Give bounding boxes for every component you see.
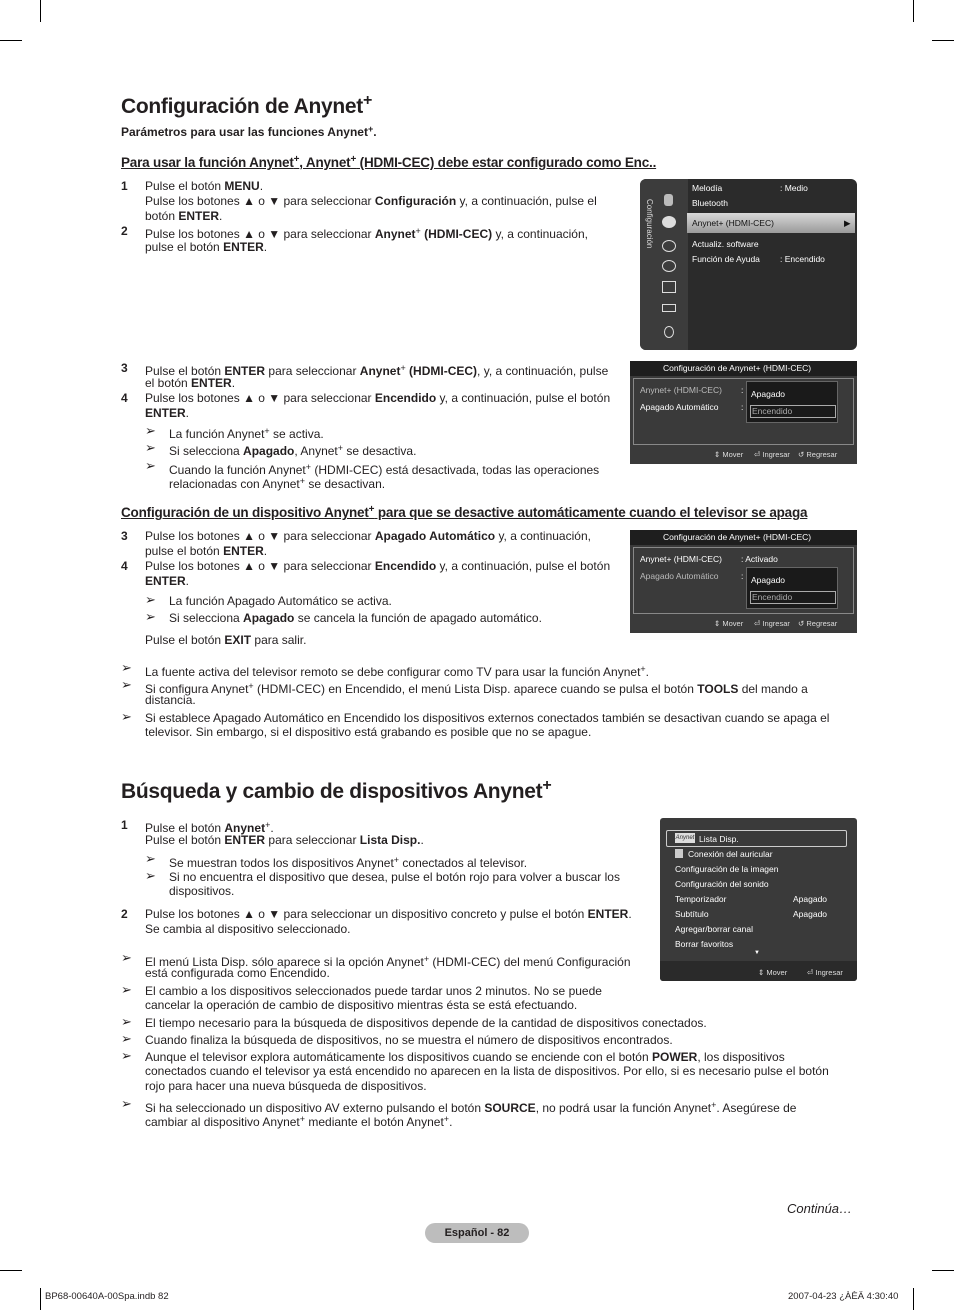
sound-icon xyxy=(662,240,676,252)
note-text: La fuente activa del televisor remoto se debe configurar como TV para usar la función Anynet+. xyxy=(145,664,650,679)
note-arrow-icon: ➢ xyxy=(121,1031,132,1046)
menu-side-label: Configuración xyxy=(645,199,654,249)
crop-mark xyxy=(40,1288,41,1310)
section-title: Búsqueda y cambio de dispositivos Anynet+ xyxy=(121,777,552,803)
note-text: Si configura Anynet+ (HDMI-CEC) en Encendido, el menú Lista Disp. aparece cuando se pulsa el botón TOOLS del mando a xyxy=(145,681,808,696)
menu-item[interactable]: Conexión del auricular xyxy=(688,849,773,859)
setup-menu-screen xyxy=(640,179,857,350)
dialog-title: Configuración de Anynet+ (HDMI-CEC) xyxy=(630,530,857,545)
note-arrow-icon: ➢ xyxy=(121,709,132,724)
step-number: 3 xyxy=(121,529,128,543)
page-title: Configuración de Anynet+ xyxy=(121,92,373,118)
note-arrow-icon: ➢ xyxy=(121,982,132,997)
note-text: relacionadas con Anynet+ se desactivan. xyxy=(169,476,386,491)
menu-item-value: : Medio xyxy=(780,183,808,193)
scroll-down-icon[interactable]: ▼ xyxy=(754,950,760,956)
menu-item-label: Lista Disp. xyxy=(699,834,739,844)
step-number: 1 xyxy=(121,818,128,832)
crop-mark xyxy=(0,40,22,41)
note-text: distancia. xyxy=(145,693,196,707)
step-text: Pulse los botones ▲ o ▼ para seleccionar un dispositivo concreto y pulse el botón ENTER. xyxy=(145,907,632,921)
step-text: botón ENTER. xyxy=(145,209,223,223)
step-text: Pulse el botón MENU. xyxy=(145,179,264,193)
note-text: dispositivos. xyxy=(169,884,235,898)
menu-item-label: Anynet+ (HDMI-CEC) xyxy=(692,218,774,228)
footer-return: ↺ Regresar xyxy=(798,450,838,459)
application-icon xyxy=(664,326,674,338)
menu-item[interactable]: Borrar favoritos xyxy=(675,939,734,949)
menu-item-lista-disp[interactable] xyxy=(666,830,847,847)
setting-auto-off[interactable]: Apagado Automático xyxy=(640,402,719,412)
option-encendido[interactable]: Encendido xyxy=(750,405,836,418)
crop-mark xyxy=(913,1288,914,1310)
note-text: televisor. Sin embargo, si el dispositivo está grabando es posible que no se apague. xyxy=(145,725,592,739)
footer-enter: ⏎ Ingresar xyxy=(807,968,843,977)
input-icon xyxy=(662,304,676,312)
menu-item[interactable]: Temporizador xyxy=(675,894,727,904)
setting-value: : xyxy=(741,402,744,412)
setting-value: : xyxy=(741,571,744,581)
step-text: Pulse los botones ▲ o ▼ para seleccionar Encendido y, a continuación, pulse el botón xyxy=(145,391,611,405)
note-text: rojo para hacer una nueva búsqueda de dispositivos. xyxy=(145,1079,427,1093)
step-text: Pulse los botones ▲ o ▼ para seleccionar Apagado Automático y, a continuación, xyxy=(145,529,591,543)
menu-item[interactable]: Subtítulo xyxy=(675,909,709,919)
note-text: cambiar al dispositivo Anynet+ mediante el botón Anynet+. xyxy=(145,1114,453,1129)
menu-item-anynet[interactable] xyxy=(687,213,855,233)
crop-mark xyxy=(932,1270,954,1271)
option-apagado[interactable]: Apagado xyxy=(751,575,786,585)
anynet-logo: Anynet xyxy=(675,835,695,841)
step-text: ENTER. xyxy=(145,574,190,588)
setting-anynet[interactable]: Anynet+ (HDMI-CEC) xyxy=(640,385,722,395)
option-popup xyxy=(746,381,838,423)
step-text: Pulse los botones ▲ o ▼ para seleccionar Encendido y, a continuación, pulse el botón xyxy=(145,559,611,573)
footer-return: ↺ Regresar xyxy=(798,619,838,628)
submenu-arrow-icon: ▶ xyxy=(844,218,851,228)
note-text: Si ha seleccionado un dispositivo AV externo pulsando el botón SOURCE, no podrá usar la función Anynet+. Asegúrese de xyxy=(145,1100,797,1115)
crop-mark xyxy=(40,0,41,22)
step-text: Pulse el botón ENTER para seleccionar Lista Disp.. xyxy=(145,833,424,847)
step-text: Pulse el botón Anynet+. xyxy=(145,820,274,835)
section-heading: Configuración de un dispositivo Anynet+ para que se desactive automáticamente cuando el televisor se apaga xyxy=(121,504,808,520)
note-text: El menú Lista Disp. sólo aparece si la opción Anynet+ (HDMI-CEC) del menú Configuración xyxy=(145,954,631,969)
step-text: el botón ENTER. xyxy=(145,376,236,390)
headphone-icon xyxy=(675,849,683,858)
menu-item-value: : Encendido xyxy=(780,254,825,264)
option-popup xyxy=(746,567,838,609)
note-text: Si no encuentra el dispositivo que desea, pulse el botón rojo para volver a buscar los xyxy=(169,870,620,884)
step-text: ENTER. xyxy=(145,406,190,420)
step-text: pulse el botón ENTER. xyxy=(145,240,268,254)
note-arrow-icon: ➢ xyxy=(145,458,156,473)
note-text: Aunque el televisor explora automáticamente los dispositivos cuando se enciende con el botón POWER, los dispositivos xyxy=(145,1050,785,1064)
note-text: Si establece Apagado Automático en Encendido los dispositivos externos conectados también se desactivan cuando se apaga el xyxy=(145,711,830,725)
tools-menu-screen xyxy=(660,818,857,981)
note-text: La función Anynet+ se activa. xyxy=(169,426,324,441)
footer-enter: ⏎ Ingresar xyxy=(754,450,790,459)
step-number: 4 xyxy=(121,391,128,405)
note-arrow-icon: ➢ xyxy=(121,950,132,965)
setting-value: : xyxy=(741,385,744,395)
footer-move: ⇕ Mover xyxy=(714,450,744,459)
note-arrow-icon: ➢ xyxy=(121,1096,132,1111)
step-text: Pulse los botones ▲ o ▼ para seleccionar Configuración y, a continuación, pulse el xyxy=(145,194,597,208)
note-text: Cuando la función Anynet+ (HDMI-CEC) está desactivada, todas las operaciones xyxy=(169,462,600,477)
help-icon xyxy=(662,260,676,272)
note-arrow-icon: ➢ xyxy=(121,1048,132,1063)
note-text: cancelar la operación de cambio de dispositivo mientras ésta se está efectuando. xyxy=(145,998,578,1012)
footer-date: 2007-04-23 ¿ÀÈÄ 4:30:40 xyxy=(788,1291,899,1302)
menu-item-ayuda[interactable]: Función de Ayuda xyxy=(692,254,760,264)
footer-file: BP68-00640A-00Spa.indb 82 xyxy=(45,1291,169,1302)
menu-item[interactable]: Configuración del sonido xyxy=(675,879,769,889)
step-text: Pulse el botón ENTER para seleccionar Anynet+ (HDMI-CEC), y, a continuación, pulse xyxy=(145,363,609,378)
setting-value: : Activado xyxy=(741,554,778,564)
step-text: pulse el botón ENTER. xyxy=(145,544,268,558)
footer-move: ⇕ Mover xyxy=(758,968,788,977)
step-number: 2 xyxy=(121,224,128,238)
footer-enter: ⏎ Ingresar xyxy=(754,619,790,628)
crop-mark xyxy=(0,1270,22,1271)
anynet-setup-dialog xyxy=(630,361,857,464)
menu-item-melodia[interactable]: Melodía xyxy=(692,183,723,193)
note-text: está configurada como Encendido. xyxy=(145,966,330,980)
menu-item-bluetooth[interactable]: Bluetooth xyxy=(692,198,728,208)
note-arrow-icon: ➢ xyxy=(145,851,156,866)
step-number: 1 xyxy=(121,179,128,193)
page-number: Español - 82 xyxy=(425,1223,529,1243)
note-text: Si selecciona Apagado, Anynet+ se desactiva. xyxy=(169,443,417,458)
channel-icon xyxy=(662,281,676,293)
dialog-title: Configuración de Anynet+ (HDMI-CEC) xyxy=(630,361,857,376)
note-text: conectados cuando el televisor ya está encendido no aparecen en la lista de dispositivos. Por ello, si es necesario pulse el botón xyxy=(145,1064,829,1078)
menu-item[interactable]: Configuración de la imagen xyxy=(675,864,779,874)
gear-icon xyxy=(662,216,676,228)
note-arrow-icon: ➢ xyxy=(145,440,156,455)
note-arrow-icon: ➢ xyxy=(145,609,156,624)
menu-item[interactable]: Agregar/borrar canal xyxy=(675,924,753,934)
option-encendido[interactable]: Encendido xyxy=(750,591,836,604)
option-apagado[interactable]: Apagado xyxy=(751,389,786,399)
step-text: Se cambia al dispositivo seleccionado. xyxy=(145,922,351,936)
note-text: Si selecciona Apagado se cancela la función de apagado automático. xyxy=(169,611,542,625)
note-arrow-icon: ➢ xyxy=(121,660,132,675)
exit-text: Pulse el botón EXIT para salir. xyxy=(145,633,307,647)
auto-off-dialog xyxy=(630,530,857,633)
setting-auto-off[interactable]: Apagado Automático xyxy=(640,571,719,581)
note-arrow-icon: ➢ xyxy=(145,592,156,607)
note-arrow-icon: ➢ xyxy=(121,677,132,692)
note-arrow-icon: ➢ xyxy=(121,1014,132,1029)
intro-text: Parámetros para usar las funciones Anynet+. xyxy=(121,124,377,139)
step-number: 4 xyxy=(121,559,128,573)
setting-anynet[interactable]: Anynet+ (HDMI-CEC) xyxy=(640,554,722,564)
note-text: El cambio a los dispositivos seleccionados puede tardar unos 2 minutos. No se puede xyxy=(145,984,602,998)
menu-item-value: Apagado xyxy=(793,894,828,904)
menu-item-value: Apagado xyxy=(793,909,828,919)
picture-icon xyxy=(664,194,673,206)
note-text: Cuando finaliza la búsqueda de dispositivos, no se muestra el número de dispositivos encontrados. xyxy=(145,1033,673,1047)
step-number: 2 xyxy=(121,907,128,921)
note-text: El tiempo necesario para la búsqueda de dispositivos depende de la cantidad de dispositivos conectados. xyxy=(145,1016,707,1030)
menu-item-actualiz[interactable]: Actualiz. software xyxy=(692,239,759,249)
footer-move: ⇕ Mover xyxy=(714,619,744,628)
note-arrow-icon: ➢ xyxy=(145,423,156,438)
crop-mark xyxy=(913,0,914,22)
section-heading: Para usar la función Anynet+, Anynet+ (HDMI-CEC) debe estar configurado como Enc.. xyxy=(121,154,657,170)
note-text: La función Apagado Automático se activa. xyxy=(169,594,392,608)
note-arrow-icon: ➢ xyxy=(145,868,156,883)
continued-label: Continúa… xyxy=(787,1201,853,1216)
crop-mark xyxy=(932,40,954,41)
step-text: Pulse los botones ▲ o ▼ para seleccionar Anynet+ (HDMI-CEC) y, a continuación, xyxy=(145,226,588,241)
step-number: 3 xyxy=(121,361,128,375)
note-text: Se muestran todos los dispositivos Anynet+ conectados al televisor. xyxy=(169,855,528,870)
